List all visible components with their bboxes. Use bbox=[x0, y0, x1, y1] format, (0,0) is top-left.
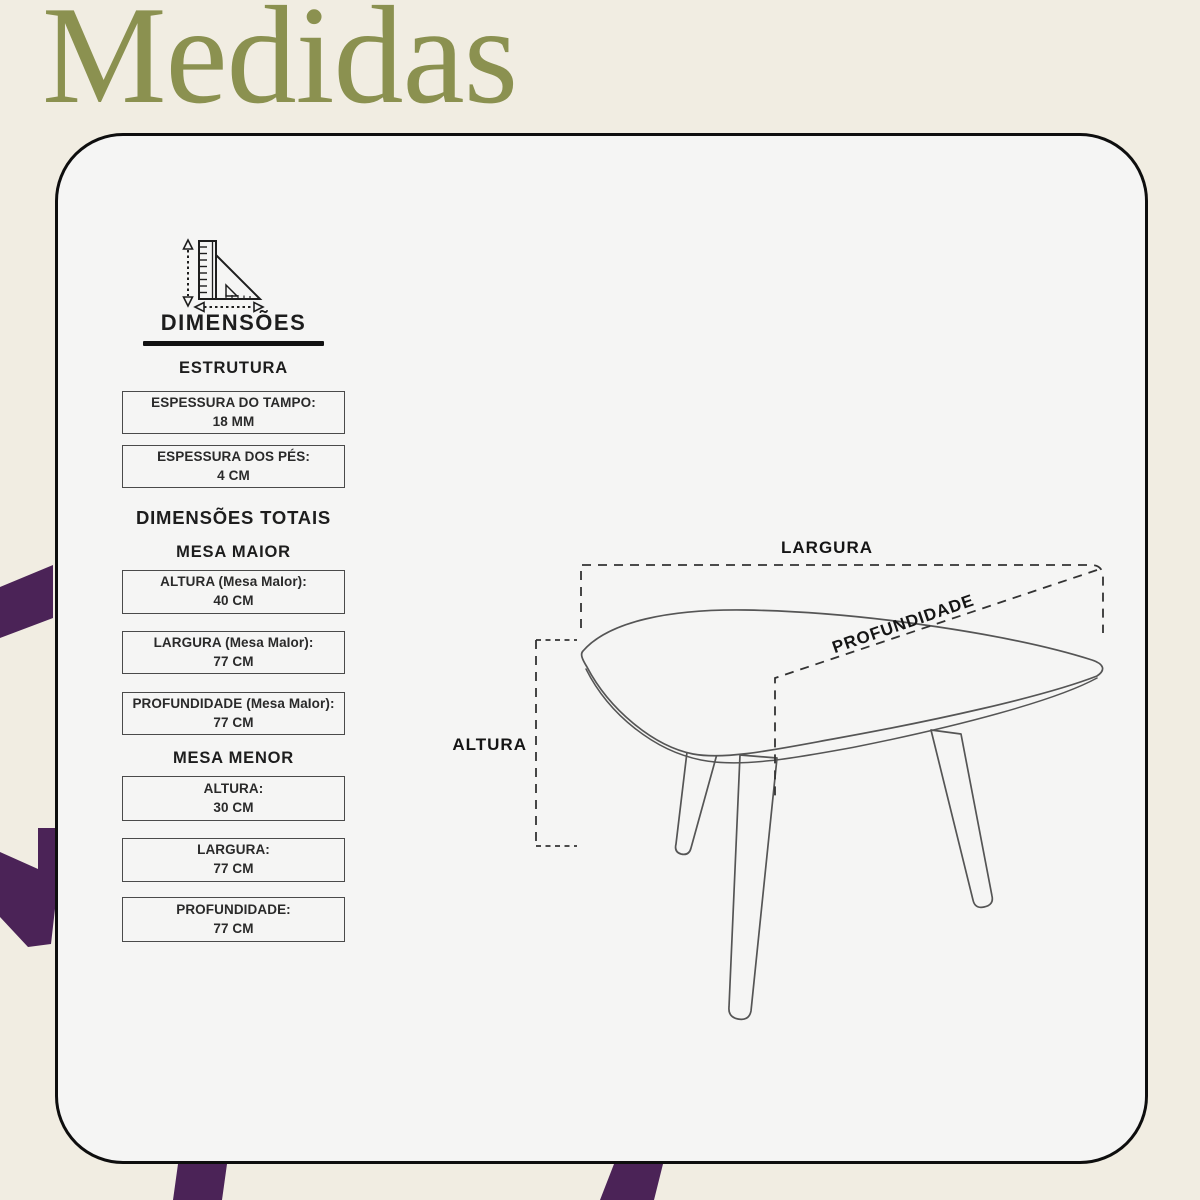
spec-label: LARGURA: bbox=[197, 842, 270, 858]
specs-panel bbox=[122, 231, 345, 1061]
page-title: Medidas bbox=[42, 0, 518, 133]
spec-label: LARGURA (Mesa MaIor): bbox=[153, 634, 314, 650]
decorative-stripe-top-left bbox=[0, 565, 53, 638]
spec-value: 77 CM bbox=[213, 920, 254, 936]
decorative-stripe-bottom-1 bbox=[173, 1164, 227, 1200]
dimensions-heading: DIMENSÕES bbox=[160, 310, 307, 335]
measurements-card bbox=[55, 133, 1148, 1164]
section-title-mesa-menor: MESA MENOR bbox=[172, 749, 295, 767]
spec-label: ESPESSURA DO TAMPO: bbox=[151, 394, 316, 410]
table-legs bbox=[676, 730, 993, 1019]
spec-label: PROFUNDIDADE (Mesa MaIor): bbox=[132, 695, 335, 711]
spec-box-profundidade-maior bbox=[122, 692, 345, 735]
section-title-estrutura: ESTRUTURA bbox=[179, 359, 288, 377]
spec-box-altura-maior bbox=[122, 570, 345, 614]
spec-value: 77 CM bbox=[213, 861, 254, 876]
ruler-square-icon bbox=[174, 233, 266, 313]
section-title-mesa-maior: MESA MAIOR bbox=[176, 543, 291, 561]
spec-value: 18 MM bbox=[212, 413, 255, 429]
spec-box-altura-menor bbox=[122, 776, 345, 821]
spec-value: 30 CM bbox=[213, 799, 254, 815]
spec-label: ALTURA (Mesa MaIor): bbox=[160, 574, 307, 590]
section-title-dimensoes-totais: DIMENSÕES TOTAIS bbox=[135, 507, 332, 528]
spec-label: ALTURA: bbox=[203, 780, 264, 796]
largura-label: LARGURA bbox=[781, 538, 873, 557]
table-dimensions-diagram bbox=[443, 518, 1143, 1038]
decorative-chevron-left bbox=[0, 828, 56, 947]
altura-label: ALTURA bbox=[452, 735, 527, 754]
spec-value: 77 CM bbox=[213, 653, 254, 669]
profundidade-label: PROFUNDIDADE bbox=[829, 590, 977, 658]
table-top bbox=[582, 610, 1103, 756]
spec-box-largura-maior bbox=[122, 631, 345, 674]
spec-box-espessura-tampo bbox=[122, 391, 345, 434]
spec-box-largura-menor bbox=[122, 838, 345, 882]
decorative-stripe-bottom-2 bbox=[600, 1164, 663, 1200]
spec-box-espessura-pes bbox=[122, 445, 345, 488]
spec-label: ESPESSURA DOS PÉS: bbox=[157, 448, 310, 464]
spec-box-profundidade-menor bbox=[122, 897, 345, 942]
spec-label: PROFUNDIDADE: bbox=[176, 901, 291, 917]
spec-value: 77 CM bbox=[213, 714, 254, 730]
spec-value: 4 CM bbox=[217, 467, 250, 483]
spec-value: 40 CM bbox=[213, 593, 254, 608]
heading-underline bbox=[143, 341, 324, 346]
